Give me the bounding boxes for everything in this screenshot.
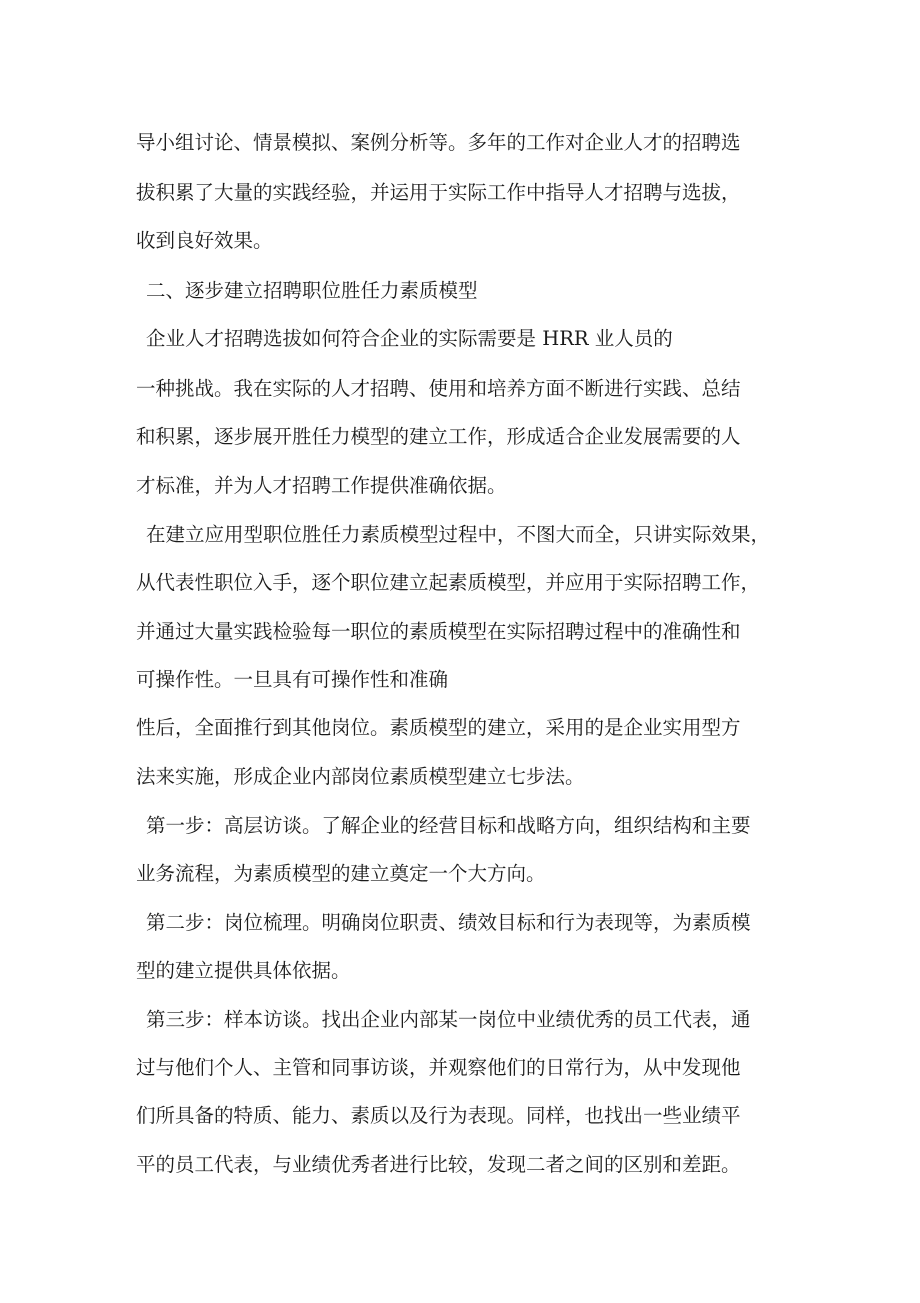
text-line-13: 性后，全面推行到其他岗位。素质模型的建立，采用的是企业实用型方 [136, 716, 741, 739]
text-line-12: 可操作性。一旦具有可操作性和准确 [136, 668, 449, 691]
step-1-line-2: 业务流程，为素质模型的建立奠定一个大方向。 [136, 862, 546, 885]
text-line-14: 法来实施，形成企业内部岗位素质模型建立七步法。 [136, 765, 585, 788]
step-3-line-4: 平的员工代表，与业绩优秀者进行比较，发现二者之间的区别和差距。 [136, 1153, 741, 1176]
text-line-8: 才标准，并为人才招聘工作提供准确依据。 [136, 474, 507, 497]
step-2-line-1: 第二步：岗位梳理。明确岗位职责、绩效目标和行为表现等，为素质模 [146, 911, 751, 934]
text-line-10: 从代表性职位入手，逐个职位建立起素质模型，并应用于实际招聘工作， [136, 571, 761, 594]
step-1-line-1: 第一步：高层访谈。了解企业的经营目标和战略方向，组织结构和主要 [146, 814, 751, 837]
text-line-3: 收到良好效果。 [136, 229, 273, 252]
text-line-5: 企业人才招聘选拔如何符合企业的实际需要是 HRR 业人员的 [146, 327, 673, 350]
step-3-line-2: 过与他们个人、主管和同事访谈，并观察他们的日常行为，从中发现他 [136, 1056, 741, 1079]
text-line-6: 一种挑战。我在实际的人才招聘、使用和培养方面不断进行实践、总结 [136, 377, 741, 400]
text-line-2: 拔积累了大量的实践经验，并运用于实际工作中指导人才招聘与选拔， [136, 181, 741, 204]
step-3-line-3: 们所具备的特质、能力、素质以及行为表现。同样，也找出一些业绩平 [136, 1104, 741, 1127]
text-line-7: 和积累，逐步展开胜任力模型的建立工作，形成适合企业发展需要的人 [136, 425, 741, 448]
text-line-11: 并通过大量实践检验每一职位的素质模型在实际招聘过程中的准确性和 [136, 620, 741, 643]
section-heading: 二、逐步建立招聘职位胜任力素质模型 [146, 279, 478, 302]
step-2-line-2: 型的建立提供具体依据。 [136, 959, 351, 982]
text-line-1: 导小组讨论、情景模拟、案例分析等。多年的工作对企业人才的招聘选 [136, 131, 741, 154]
text-line-9: 在建立应用型职位胜任力素质模型过程中，不图大而全，只讲实际效果， [146, 523, 771, 546]
step-3-line-1: 第三步：样本访谈。找出企业内部某一岗位中业绩优秀的员工代表，通 [146, 1008, 751, 1031]
